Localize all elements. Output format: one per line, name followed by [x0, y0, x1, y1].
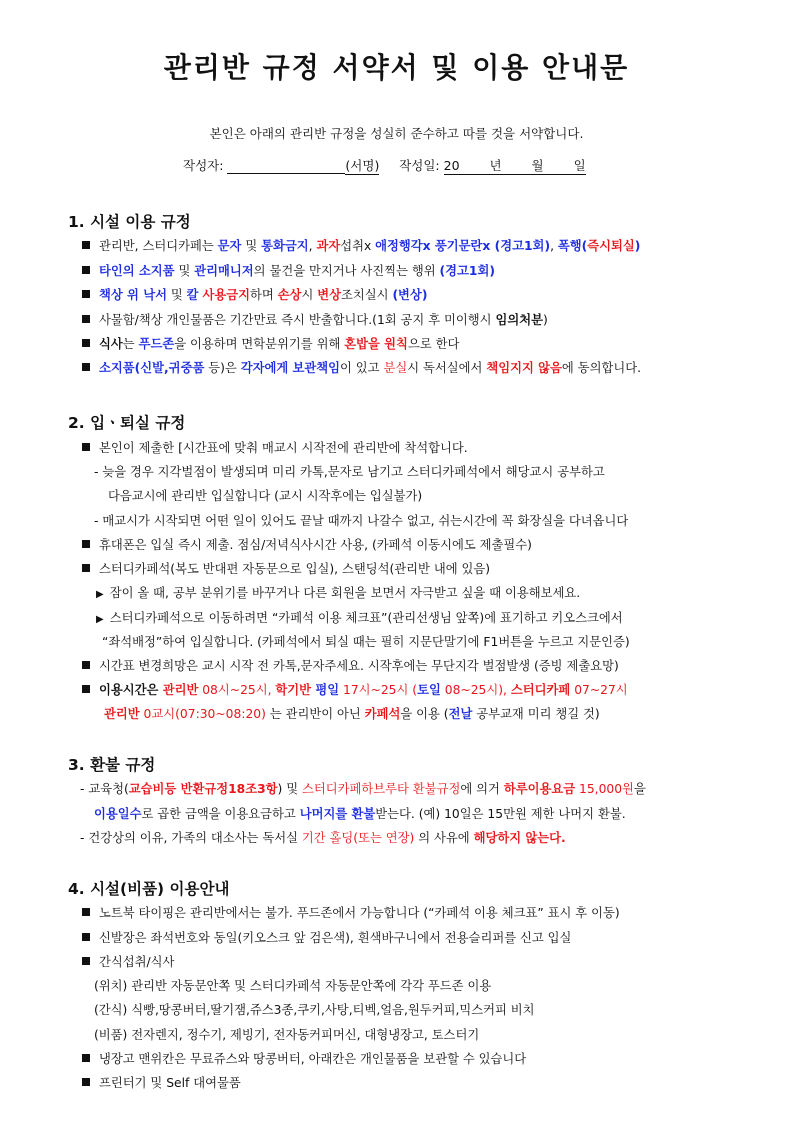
rule-2-12: 관리반 0교시(07:30~08:20) 는 관리반이 아닌 카페석을 이용 (전날 공부교재 미리 챙길 것) — [104, 707, 600, 721]
author-blank — [227, 159, 345, 174]
section-1-heading: 1. 시설 이용 규정 — [68, 213, 191, 231]
rule-1-3: 책상 위 낙서 및 칼 사용금지하며 손상시 변상조치실시 (변상) — [82, 287, 427, 303]
rule-1-5: 식사는 푸드존을 이용하며 면학분위기를 위해 혼밥을 원칙으로 한다 — [82, 336, 459, 352]
square-bullet-icon — [82, 933, 90, 941]
rule-2-4: - 매교시가 시작되면 어떤 일이 있어도 끝날 때까지 나갈수 없고, 쉬는시간에 꼭 화장실을 다녀옵니다 — [94, 514, 629, 528]
section-4-heading: 4. 시설(비품) 이용안내 — [68, 880, 230, 898]
rule-4-1: 노트북 타이핑은 관리반에서는 불가. 푸드존에서 가능합니다 (“카페석 이용 체크표” 표시 후 이동) — [82, 905, 620, 921]
section-3-heading: 3. 환불 규정 — [68, 756, 156, 774]
square-bullet-icon — [82, 266, 90, 274]
square-bullet-icon — [82, 1078, 90, 1086]
square-bullet-icon — [82, 685, 90, 693]
page-title: 관리반 규정 서약서 및 이용 안내문 — [163, 51, 630, 84]
rule-4-7: 냉장고 맨위칸은 무료쥬스와 땅콩버터, 아래칸은 개인물품을 보관할 수 있습니다 — [82, 1051, 526, 1067]
date-label: 작성일: — [399, 158, 440, 173]
rule-4-6: (비품) 전자렌지, 정수기, 제빙기, 전자동커피머신, 대형냉장고, 토스터기 — [94, 1028, 480, 1042]
rule-2-5: 휴대폰은 입실 즉시 제출. 점심/저녁식사시간 사용, (카페석 이동시에도 제출필수) — [82, 537, 532, 553]
date-value: 20 년 월 일 — [443, 158, 586, 173]
rule-3-2: 이용일수로 곱한 금액을 이용요금하고 나머지를 환불받는다. (예) 10일은 15만원 제한 나머지 환불. — [94, 807, 626, 821]
rule-2-8: ▶ 스터디카페석으로 이동하려면 “카페석 이용 체크표”(관리선생님 앞쪽)에 표기하고 키오스크에서 — [96, 611, 623, 625]
triangle-bullet-icon: ▶ — [96, 589, 104, 600]
rule-1-6: 소지품(신발,귀중품 등)은 각자에게 보관책임이 있고 분실시 독서실에서 책임지지 않음에 동의합니다. — [82, 360, 641, 376]
square-bullet-icon — [82, 241, 90, 249]
rule-4-5: (간식) 식빵,땅콩버터,딸기잼,쥬스3종,쿠키,사탕,티벡,얼음,원두커피,믹스커피 비치 — [94, 1003, 535, 1017]
rule-2-7: ▶ 잠이 올 때, 공부 분위기를 바꾸거나 다른 회원을 보면서 자극받고 싶을 때 이용해보세요. — [96, 586, 581, 600]
rule-1-4: 사물함/책상 개인물품은 기간만료 즉시 반출합니다.(1회 공지 후 미이행시 임의처분) — [82, 312, 548, 328]
rule-3-3: - 건강상의 이유, 가족의 대소사는 독서실 기간 홀딩(또는 연장) 의 사유에 해당하지 않는다. — [80, 831, 566, 845]
square-bullet-icon — [82, 1054, 90, 1062]
rule-4-8: 프린터기 및 Self 대여물품 — [82, 1075, 241, 1091]
square-bullet-icon — [82, 957, 90, 965]
rule-4-3: 간식섭취/식사 — [82, 954, 174, 970]
square-bullet-icon — [82, 290, 90, 298]
square-bullet-icon — [82, 564, 90, 572]
author-label: 작성자: — [183, 158, 224, 173]
square-bullet-icon — [82, 315, 90, 323]
rule-2-10: 시간표 변경희망은 교시 시작 전 카톡,문자주세요. 시작후에는 무단지각 벌점발생 (증빙 제출요망) — [82, 658, 619, 674]
rule-2-1: 본인이 제출한 [시간표에 맞춰 매교시 시작전에 관리반에 착석합니다. — [82, 440, 468, 456]
rule-2-3: 다음교시에 관리반 입실합니다 (교시 시작후에는 입실불가) — [108, 489, 423, 503]
square-bullet-icon — [82, 908, 90, 916]
rule-4-2: 신발장은 좌석번호와 동일(키오스크 앞 검은색), 흰색바구니에서 전용슬리퍼를 신고 입실 — [82, 930, 571, 946]
triangle-bullet-icon: ▶ — [96, 614, 104, 625]
rule-2-11: 이용시간은 관리반 08시~25시, 학기반 평일 17시~25시 (토일 08~25시), 스터디카페 07~27시 — [82, 682, 628, 698]
rule-4-4: (위치) 관리반 자동문안쪽 및 스터디카페석 자동문안쪽에 각각 푸드존 이용 — [94, 979, 492, 993]
rule-1-2: 타인의 소지품 및 관리매니저의 물건을 만지거나 사진찍는 행위 (경고1회) — [82, 263, 495, 279]
square-bullet-icon — [82, 339, 90, 347]
sign-mark: (서명) — [345, 158, 380, 173]
square-bullet-icon — [82, 540, 90, 548]
rule-2-9: “좌석배정”하여 입실합니다. (카페석에서 퇴실 때는 필히 지문단말기에 F1버튼을 누르고 지문인증) — [102, 635, 630, 649]
square-bullet-icon — [82, 363, 90, 371]
signature-line — [183, 156, 586, 174]
section-2-heading: 2. 입ㆍ퇴실 규정 — [68, 414, 186, 432]
rule-2-2: - 늦을 경우 지각벌점이 발생되며 미리 카톡,문자로 남기고 스터디카페석에서 해당교시 공부하고 — [94, 465, 605, 479]
square-bullet-icon — [82, 443, 90, 451]
pledge-text: 본인은 아래의 관리반 규정을 성실히 준수하고 따를 것을 서약합니다. — [209, 126, 584, 141]
rule-3-1: - 교육청(교습비등 반환규정18조3항) 및 스터디카페하브루타 환불규정에 의거 하루이용요금 15,000원을 — [80, 782, 646, 796]
rule-2-6: 스터디카페석(복도 반대편 자동문으로 입실), 스탠딩석(관리반 내에 있음) — [82, 561, 490, 577]
rule-1-1: 관리반, 스터디카페는 문자 및 통화금지, 과자섭취x 애정행각x 풍기문란x (경고1회), 폭행(즉시퇴실) — [82, 238, 640, 254]
square-bullet-icon — [82, 661, 90, 669]
